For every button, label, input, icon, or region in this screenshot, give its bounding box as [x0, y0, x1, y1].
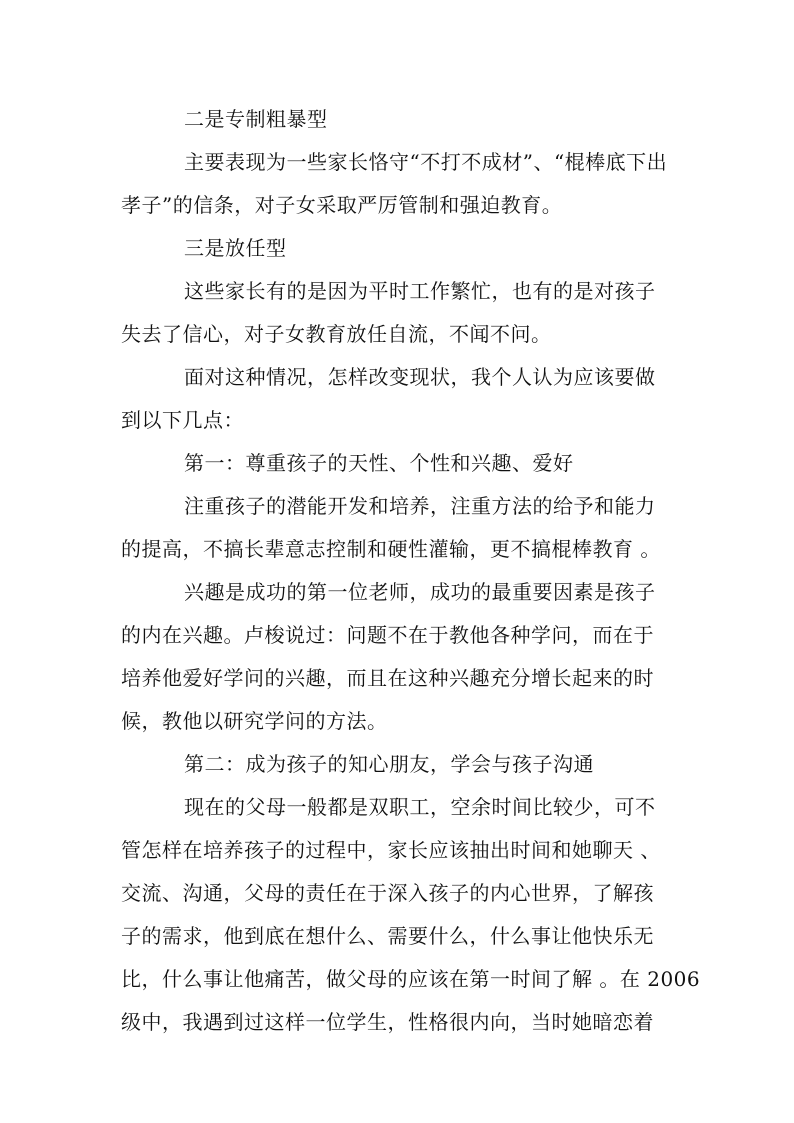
paragraph-line: 子的需求，他到底在想什么、需要什么，什么事让他快乐无 [121, 924, 654, 948]
paragraph-line: 到以下几点： [121, 408, 244, 432]
paragraph-line: 现在的父母一般都是双职工，空余时间比较少，可不 [184, 795, 656, 819]
paragraph-line: 注重孩子的潜能开发和培养，注重方法的给予和能力 [184, 494, 656, 518]
paragraph-line: 比，什么事让他痛苦，做父母的应该在第一时间了解 。在 2006 [121, 967, 701, 991]
paragraph-line: 的提高，不搞长辈意志控制和硬性灌输，更不搞棍棒教育 。 [121, 537, 661, 561]
paragraph-line: 孝子”的信条，对子女采取严厉管制和强迫教育。 [121, 193, 563, 217]
paragraph-line: 面对这种情况，怎样改变现状，我个人认为应该要做 [184, 365, 656, 389]
paragraph-line: 失去了信心，对子女教育放任自流，不闻不问。 [121, 322, 552, 346]
section-heading-second: 第二：成为孩子的知心朋友，学会与孩子沟通 [184, 752, 594, 776]
paragraph-line: 这些家长有的是因为平时工作繁忙，也有的是对孩子 [184, 279, 656, 303]
paragraph-line: 兴趣是成功的第一位老师，成功的最重要因素是孩子 [184, 580, 656, 604]
paragraph-line: 交流、沟通，父母的责任在于深入孩子的内心世界，了解孩 [121, 881, 654, 905]
section-heading-first: 第一：尊重孩子的天性、个性和兴趣、爱好 [184, 451, 574, 475]
paragraph-line: 培养他爱好学问的兴趣，而且在这种兴趣充分增长起来的时 [121, 666, 654, 690]
paragraph-line: 候，教他以研究学问的方法。 [121, 709, 388, 733]
paragraph-line: 的内在兴趣。卢梭说过：问题不在于教他各种学问，而在于 [121, 623, 654, 647]
paragraph-line: 主要表现为一些家长恪守“不打不成材”、“棍棒底下出 [184, 150, 668, 174]
heading-type-two: 二是专制粗暴型 [184, 107, 328, 131]
heading-type-three: 三是放任型 [184, 236, 287, 260]
paragraph-line: 级中，我遇到过这样一位学生，性格很内向，当时她暗恋着 [121, 1010, 654, 1034]
paragraph-line: 管怎样在培养孩子的过程中，家长应该抽出时间和她聊天 、 [121, 838, 661, 862]
